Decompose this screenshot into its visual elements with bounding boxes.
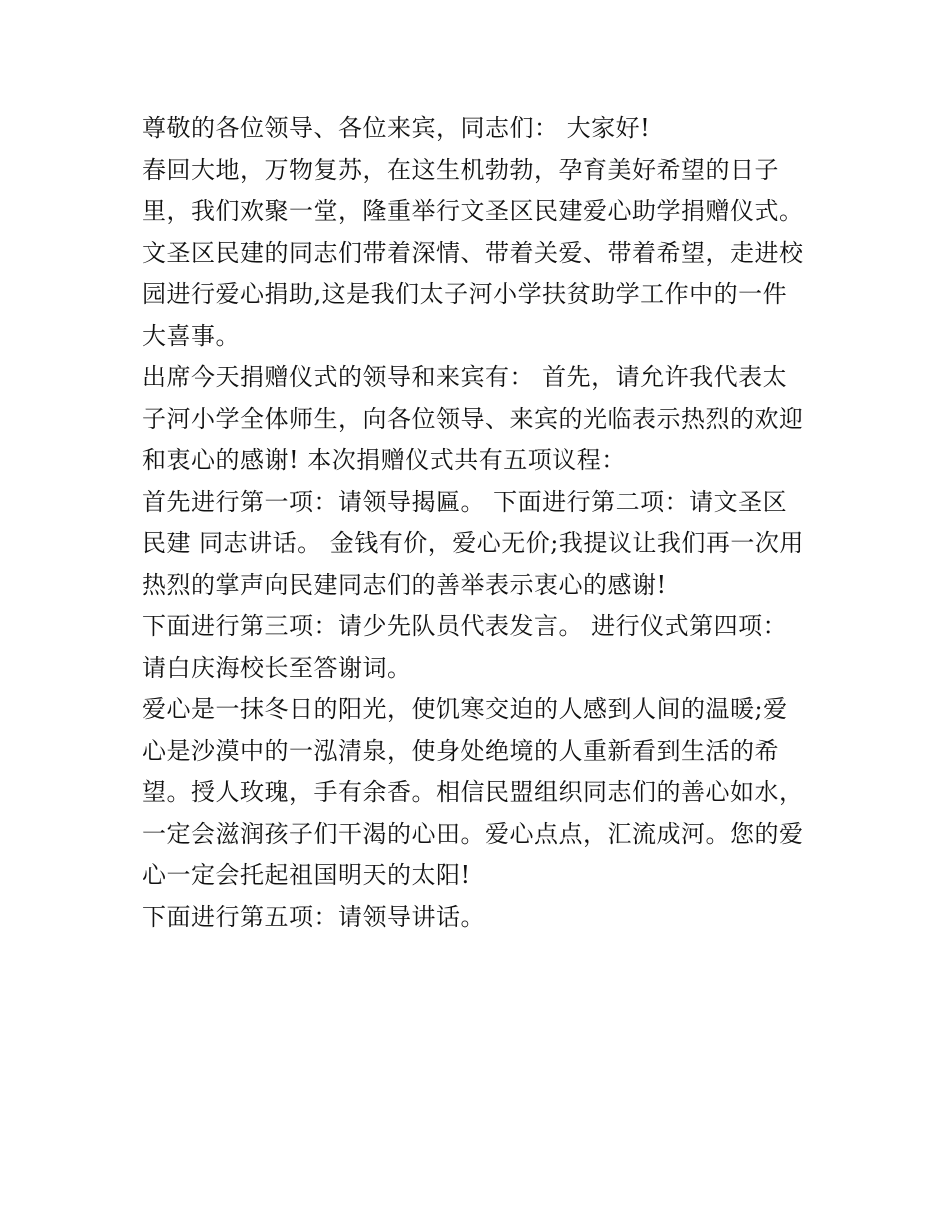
text-line: 热烈的掌声向民建同志们的善举表示衷心的感谢!	[142, 570, 667, 599]
text-line: 园进行爱心捐助,这是我们太子河小学扶贫助学工作中的一件	[142, 280, 788, 308]
document-body	[142, 108, 822, 938]
text-line: 子河小学全体师生，向各位领导、来宾的光临表示热烈的欢迎	[142, 404, 804, 433]
text-line: 春回大地，万物复苏，在这生机勃勃，孕育美好希望的日子	[142, 155, 779, 184]
text-line: 尊敬的各位领导、各位来宾，同志们： 大家好!	[142, 114, 651, 142]
text-line: 心是沙漠中的一泓清泉，使身处绝境的人重新看到生活的希	[142, 736, 779, 765]
text-line: 里，我们欢聚一堂，隆重举行文圣区民建爱心助学捐赠仪式。	[142, 197, 804, 225]
text-line: 下面进行第五项：请领导讲话。	[142, 902, 485, 931]
text-line: 民建 同志讲话。 金钱有价，爱心无价;我提议让我们再一次用	[142, 529, 804, 557]
text-line: 和衷心的感谢! 本次捐赠仪式共有五项议程：	[142, 446, 626, 474]
text-line: 大喜事。	[142, 321, 240, 350]
text-line: 望。授人玫瑰，手有余香。相信民盟组织同志们的善心如水，	[142, 778, 804, 806]
text-line: 爱心是一抹冬日的阳光，使饥寒交迫的人感到人间的温暖;爱	[142, 695, 788, 723]
text-line: 请白庆海校长至答谢词。	[142, 653, 412, 682]
text-line: 文圣区民建的同志们带着深情、带着关爱、带着希望，走进校	[142, 238, 804, 267]
text-line: 下面进行第三项：请少先队员代表发言。 进行仪式第四项：	[142, 612, 788, 640]
text-line: 出席今天捐赠仪式的领导和来宾有： 首先，请允许我代表太	[142, 363, 788, 391]
text-line: 首先进行第一项：请领导揭匾。 下面进行第二项：请文圣区	[142, 487, 788, 516]
text-line: 一定会滋润孩子们干渴的心田。爱心点点，汇流成河。您的爱	[142, 819, 804, 848]
text-line: 心一定会托起祖国明天的太阳!	[142, 861, 471, 889]
